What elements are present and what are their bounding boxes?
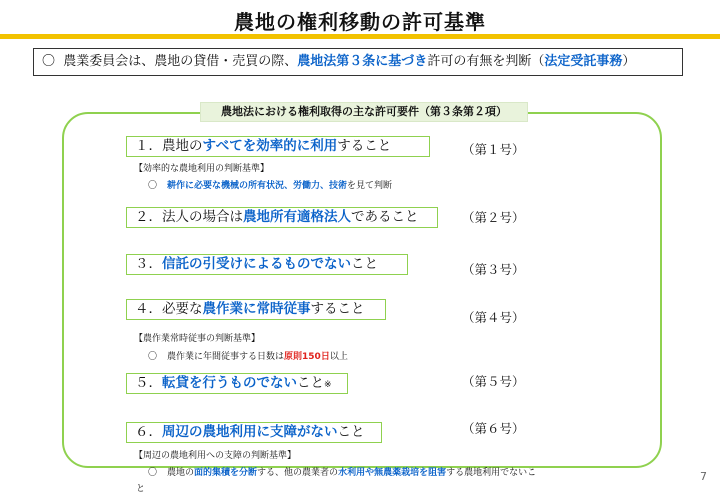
criteria-1-line [148, 178, 392, 191]
requirement-3 [126, 254, 408, 275]
criteria-1-post: を見て判断 [347, 181, 393, 191]
requirement-2-post: であること [351, 209, 419, 225]
requirement-2 [126, 207, 438, 228]
requirement-5-post: こと [297, 375, 324, 391]
summary-text-1: 農業委員会は、農地の貸借・売買の際、 [63, 54, 298, 69]
requirement-2-highlight: 農地所有適格法人 [243, 209, 351, 225]
summary-text-2: 許可の有無を判断（ [427, 54, 545, 69]
criteria-6-line-wrap: と [136, 484, 146, 494]
requirement-3-highlight: 信託の引受けによるものでない [162, 256, 351, 272]
requirement-4-clause: （第４号） [462, 310, 525, 325]
criteria-1-highlight: 耕作に必要な機械の所有状況、労働力、技術 [167, 181, 348, 191]
page-number: 7 [700, 470, 707, 483]
criteria-1-bullet: 〇 [148, 181, 158, 191]
requirement-2-pre: ２．法人の場合は [135, 209, 243, 225]
requirement-6-post: こと [337, 424, 365, 440]
requirement-5-highlight: 転貸を行うものでない [162, 375, 297, 391]
summary-bullet: 〇 [42, 54, 56, 69]
criteria-4-post: 以上 [329, 352, 348, 362]
criteria-6-a: 農地の [167, 468, 195, 478]
criteria-4-line [148, 349, 348, 362]
page-title: 農地の権利移動の許可基準 [234, 10, 486, 34]
requirement-6-pre: ６． [135, 424, 162, 440]
requirement-1-highlight: すべてを効率的に利用 [202, 138, 338, 154]
requirements-panel-heading: 農地法における権利取得の主な許可要件（第３条第２項） [200, 102, 528, 122]
criteria-6-bullet: 〇 [148, 468, 158, 478]
requirement-6 [126, 422, 382, 443]
requirement-5-note-mark: ※ [324, 380, 332, 390]
requirement-4-pre: ４．必要な [135, 301, 203, 317]
criteria-6-line [148, 465, 536, 478]
requirement-5-pre: ５． [135, 375, 162, 391]
requirement-3-clause: （第３号） [462, 262, 525, 277]
requirement-4-post: すること [310, 301, 365, 317]
title-underline [0, 34, 720, 39]
summary-highlight-law: 農地法第３条に基づき [297, 54, 428, 69]
requirement-3-pre: ３． [135, 256, 162, 272]
criteria-6-e: する農地利用でないこ [446, 468, 537, 478]
criteria-4-title: 【農作業常時従事の判断基準】 [134, 334, 261, 344]
criteria-6-highlight-2: 水利用や無農薬栽培を阻害 [338, 468, 447, 478]
criteria-4-pre: 農作業に年間従事する日数は [167, 352, 285, 362]
criteria-1-title: 【効率的な農地利用の判断基準】 [134, 164, 270, 174]
requirement-1 [126, 136, 430, 157]
requirement-4-highlight: 農作業に常時従事 [202, 301, 311, 317]
criteria-4-bullet: 〇 [148, 352, 158, 362]
summary-box [33, 48, 683, 76]
summary-highlight-duty: 法定受託事務 [544, 54, 623, 69]
requirement-3-post: こと [351, 256, 378, 272]
requirement-5 [126, 373, 348, 394]
requirement-1-pre: １．農地の [135, 138, 203, 154]
requirement-5-clause: （第５号） [462, 374, 525, 389]
criteria-6-c: する、他の農業者の [257, 468, 339, 478]
requirement-6-highlight: 周辺の農地利用に支障がない [162, 424, 338, 440]
requirement-1-clause: （第１号） [462, 142, 525, 157]
summary-text-3: ） [622, 54, 636, 69]
requirement-6-clause: （第６号） [462, 421, 525, 436]
criteria-6-highlight-1: 面的集積を分断 [194, 468, 258, 478]
requirement-2-clause: （第２号） [462, 210, 525, 225]
requirement-4 [126, 299, 386, 320]
requirement-1-post: すること [337, 138, 392, 154]
criteria-4-highlight: 原則150日 [284, 352, 330, 362]
criteria-6-title: 【周辺の農地利用への支障の判断基準】 [134, 451, 297, 461]
